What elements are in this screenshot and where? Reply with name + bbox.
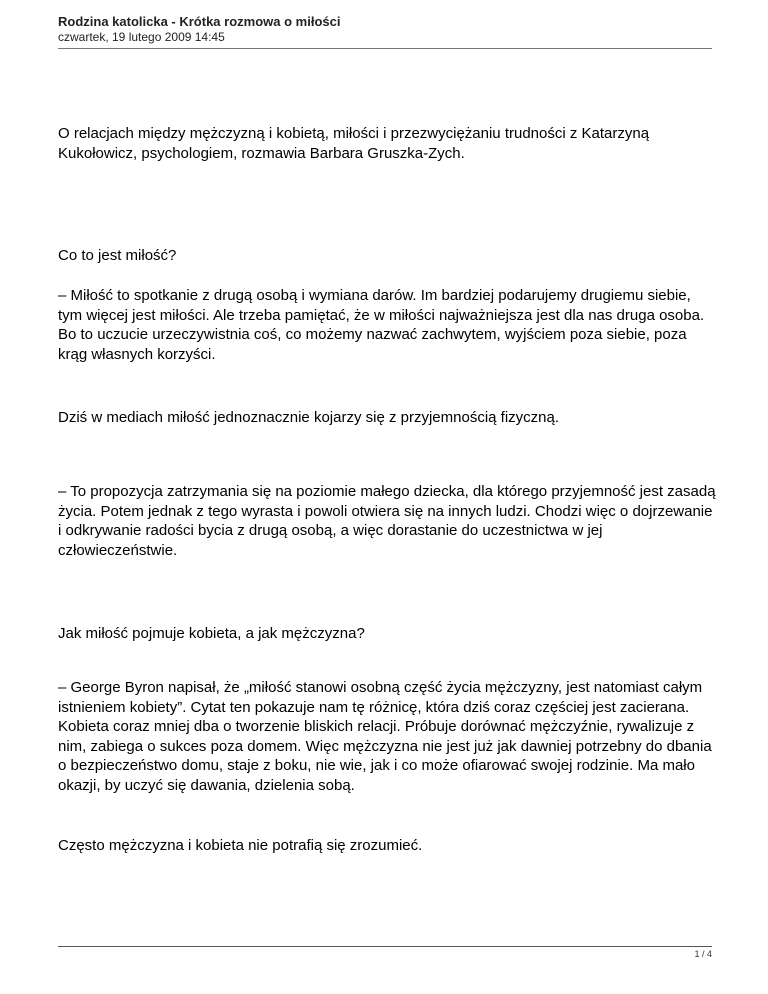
question-1: Co to jest miłość? [58, 247, 177, 264]
footer-divider [58, 946, 712, 947]
answer-3: – George Byron napisał, że „miłość stanowi osobną część życia mężczyzny, jest natomiast całym istnieniem kobiety”. Cytat ten pokazuje nam tę różnicę, która dziś coraz częściej jest zacierana. Kobieta coraz mniej dba o tworzenie bliskich relacji. Próbuje dorównać mężczyźnie, rywalizuje z nim, zabiega o sukces poza domem. Więc mężczyzna nie jest już jak dawniej potrzebny do dbania o bezpieczeństwo domu, staje z boku, nie wie, jak i co może ofiarować swojej rodzinie. Ma mało okazji, by uczyć się dawania, dzielenia sobą. [58, 679, 712, 794]
page-header [58, 14, 712, 45]
question-2: Dziś w mediach miłość jednoznacznie kojarzy się z przyjemnością fizyczną. [58, 409, 560, 426]
page-number: 1 / 4 [694, 949, 712, 959]
article-intro: O relacjach między mężczyzną i kobietą, miłości i przezwyciężaniu trudności z Katarzyną Kukołowicz, psychologiem, rozmawia Barbara Gruszka-Zych. [58, 125, 650, 162]
publish-date: czwartek, 19 lutego 2009 14:45 [58, 30, 225, 44]
question-3: Jak miłość pojmuje kobieta, a jak mężczyzna? [58, 625, 365, 642]
document-title: Rodzina katolicka - Krótka rozmowa o miłości [58, 14, 341, 29]
header-divider [58, 48, 712, 49]
answer-1: – Miłość to spotkanie z drugą osobą i wymiana darów. Im bardziej podarujemy drugiemu siebie, tym więcej jest miłości. Ale trzeba pamiętać, że w miłości najważniejsza jest dla nas druga osoba. Bo to uczucie urzeczywistnia coś, co możemy nazwać zachwytem, wyjściem poza siebie, poza krąg własnych korzyści. [58, 287, 705, 363]
answer-2: – To propozycja zatrzymania się na poziomie małego dziecka, dla którego przyjemność jest zasadą życia. Potem jednak z tego wyrasta i powoli otwiera się na innych ludzi. Chodzi więc o dojrzewanie i odkrywanie radości bycia z drugą osobą, a więc dorastanie do uczestnictwa w jej człowieczeństwie. [58, 483, 716, 559]
question-4: Często mężczyzna i kobieta nie potrafią się zrozumieć. [58, 837, 423, 854]
